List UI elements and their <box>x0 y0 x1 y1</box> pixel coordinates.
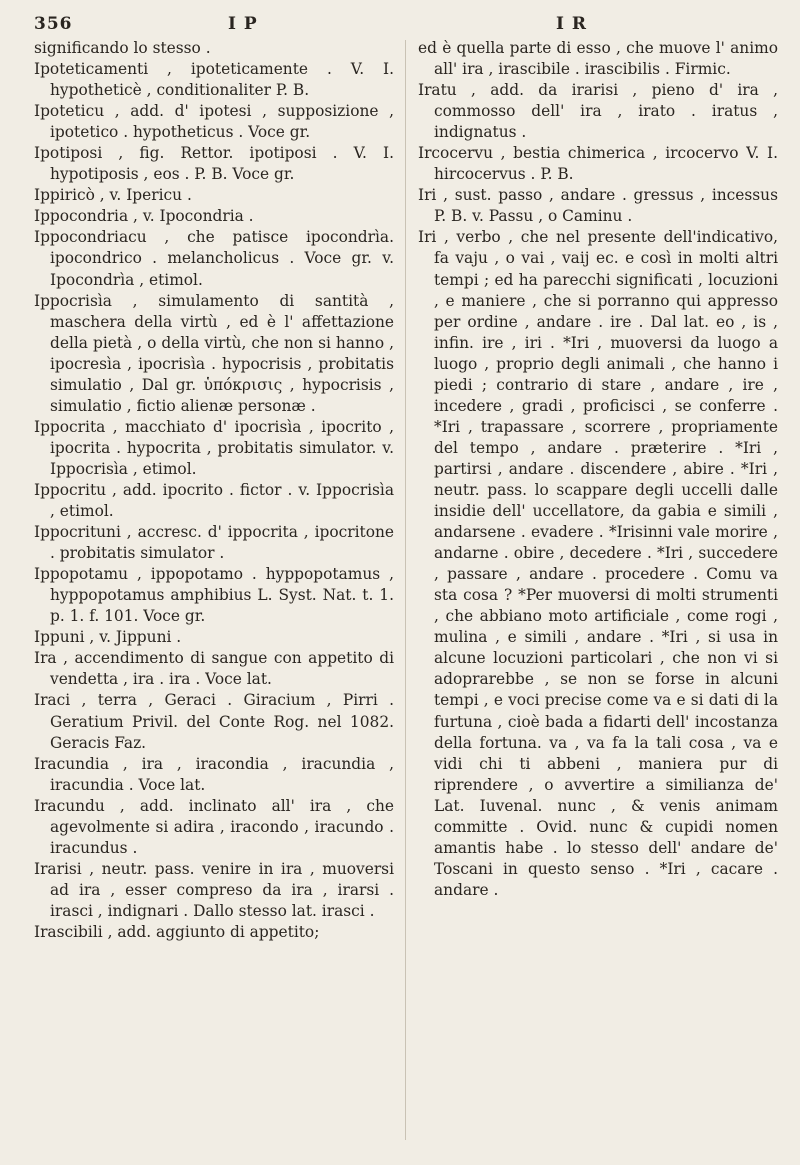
entry: Ippopotamu , ippopotamo . hyppopotamus , hyppopotamus amphibius L. Syst. Nat. t. 1. p. 1. f. 101. Voce gr. <box>34 565 394 626</box>
entry: Ippocondria , v. Ipocondria . <box>34 207 254 226</box>
entry: Iraci , terra , Geraci . Giracium , Pirri . Geratium Privil. del Conte Rog. nel 1082. Geracis Faz. <box>34 691 394 752</box>
right-column <box>418 38 778 901</box>
entry: significando lo stesso . <box>34 39 211 57</box>
page-number: 356 <box>34 14 73 34</box>
entry: Iracundu , add. inclinato all' ira , che agevolmente si adira , iracondo , iracundo . iracundus . <box>34 796 394 857</box>
entry: Ippiricò , v. Ipericu . <box>34 186 192 205</box>
entry: Ippocrisìa , simulamento di santità , maschera della virtù , ed è l' affettazione della pietà , o della virtù, che non si hanno , ipocresìa , ipocrisìa . hypocrisis , probitatis simulatio , Dal gr. ὑπόκρισις , hypocrisis , simulatio , fictio alienæ personæ . <box>34 291 394 415</box>
entry: Iratu , add. da irarisi , pieno d' ira , commosso dell' ira , irato . iratus , indignatus . <box>418 81 778 142</box>
running-head-left: I P <box>228 14 258 34</box>
entry: Iracundia , ira , iracondia , iracundia , iracundia . Voce lat. <box>34 754 394 794</box>
entry: Iri , sust. passo , andare . gressus , incessus P. B. v. Passu , o Caminu . <box>418 186 778 226</box>
entry: Ipotiposi , fig. Rettor. ipotiposi . V. I. hypotiposis , eos . P. B. Voce gr. <box>34 144 394 184</box>
column-divider <box>405 40 406 1140</box>
entry: Ippocrita , macchiato d' ipocrisìa , ipocrito , ipocrita . hypocrita , probitatis simulator. v. Ippocrisìa , etimol. <box>34 417 394 478</box>
entry: Ira , accendimento di sangue con appetito di vendetta , ira . ira . Voce lat. <box>34 649 394 689</box>
entry: Ircocervu , bestia chimerica , ircocervo V. I. hircocervus . P. B. <box>418 144 778 184</box>
entry: Irarisi , neutr. pass. venire in ira , muoversi ad ira , esser compreso da ira , irarsi . irasci , indignari . Dallo stesso lat. irasci . <box>34 859 394 920</box>
entry: Iri , verbo , che nel presente dell'indicativo, fa vaju , o vai , vaij ec. e così in molti altri tempi ; ed ha parecchi significati , locuzioni , e maniere , che si porranno qui appresso per ordine , andare . ire . Dal lat. eo , is , infin. ire , iri . *Iri , muoversi da luogo a luogo , proprio degli animali , che hanno i piedi ; contrario di stare , andare , ire , incedere , gradi , proficisci , se conferre . *Iri , trapassare , scorrere , propriamente del tempo , andare . præterire . *Iri , partirsi , andare . discendere , abire . *Iri , neutr. pass. lo scappare degli uccelli dalle insidie dell' uccellatore, da gabia e simili , andarsene . evadere . *Irisinni vale morire , andarne . obire , decedere . *Iri , succedere , passare , andare . procedere . Comu va sta cosa ? *Per muoversi di molti strumenti , che abbiano moto artificiale , come rogi , mulina , e simili , andare . *Iri , si usa in alcune locuzioni particolari , che non vi si adoprarebbe , se non se forse in alcuni tempi , e voci precise come va e si dati di la furtuna , cioè bada a fidarti dell' incostanza della fortuna. va , va fa la tali cosa , va e vidi chi ti abbeni , maniera pur di riprendere , o avvertire a similianza de' Lat. Iuvenal. nunc , & venis animam committe . Ovid. nunc & cupidi nomen amantis habe . lo stesso dell' andare de' Toscani in questo senso . *Iri , cacare . andare . <box>418 228 778 899</box>
entry: Ipoteticamenti , ipoteticamente . V. I. hypotheticè , conditionaliter P. B. <box>34 60 394 100</box>
entry: ed è quella parte di esso , che muove l' animo all' ira , irascibile . irascibilis . Firmic. <box>418 39 778 79</box>
entry: Ippocondriacu , che patisce ipocondrìa. ipocondrico . melancholicus . Voce gr. v. Ipocondrìa , etimol. <box>34 228 394 289</box>
entry: Ipoteticu , add. d' ipotesi , supposizione , ipotetico . hypotheticus . Voce gr. <box>34 102 394 142</box>
entry: Irascibili , add. aggiunto di appetito; <box>34 922 320 941</box>
entry: Ippocritu , add. ipocrito . fictor . v. Ippocrisìa , etimol. <box>34 480 394 521</box>
entry: Ippuni , v. Jippuni . <box>34 628 182 647</box>
entry: Ippocrituni , accresc. d' ippocrita , ipocritone . probitatis simulator . <box>34 523 394 563</box>
left-column <box>34 38 394 943</box>
running-head-right: I R <box>556 14 587 34</box>
